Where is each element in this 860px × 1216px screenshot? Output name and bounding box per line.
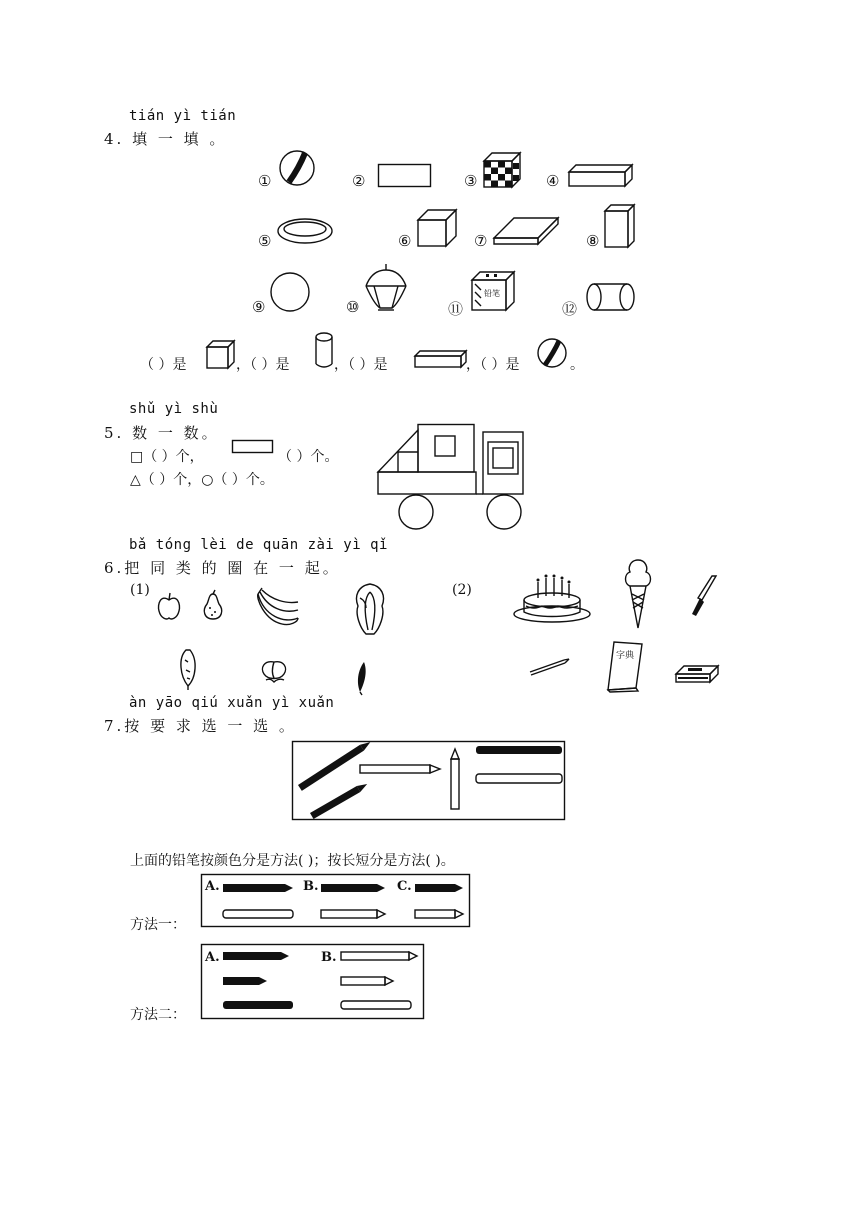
method1-option-b: B. [303, 879, 319, 894]
peach-icon [258, 654, 290, 684]
q4-num-6: ⑥ [398, 232, 412, 250]
q4-num-7: ⑦ [474, 232, 488, 250]
apple-icon [156, 592, 182, 622]
pear-icon [200, 590, 226, 622]
q4-answer-end: 。 [570, 357, 584, 373]
cylinder-small-icon [315, 332, 335, 370]
q7-question: 上面的铅笔按颜色分是方法( )；按长短分是方法( )。 [130, 853, 455, 869]
q4-num-10: ⑩ [346, 298, 360, 316]
cuboid-small-icon [414, 350, 468, 370]
method1-label: 方法一： [130, 917, 186, 933]
q7-title: 7.按 要 求 选 一 选 。 [104, 717, 297, 735]
method2-box [201, 944, 427, 1020]
q4-answer-3: ，（ ）是 [334, 357, 388, 373]
q4-answer-2: ，（ ）是 [236, 357, 290, 373]
q4-num-9: ⑨ [252, 298, 266, 316]
pencils-group-box [292, 741, 568, 821]
ball-shape [279, 150, 317, 188]
cabbage-icon [352, 582, 388, 638]
knife-icon [688, 574, 718, 620]
q6-title: 6.把 同 类 的 圈 在 一 起。 [104, 559, 341, 577]
q5-line1-a: □（ ）个， [130, 449, 204, 465]
method1-option-c: C. [397, 879, 412, 894]
method1-box [201, 874, 473, 928]
q5-line1-b: （ ）个。 [278, 449, 339, 465]
q7-pinyin: àn yāo qiú xuǎn yì xuǎn [129, 695, 335, 711]
q4-num-5: ⑤ [258, 232, 272, 250]
sweet-potato-icon [176, 646, 200, 690]
truck-figure [376, 424, 526, 532]
ice-cream-icon [622, 558, 654, 630]
q6-group1-label: (1) [130, 582, 150, 598]
q5-rectangle-icon [232, 440, 274, 454]
cuboid-flat-shape [568, 164, 634, 188]
pencil-box-label: 铅笔 [484, 289, 500, 298]
q4-answer-4: ，（ ）是 [466, 357, 520, 373]
ball-small-icon [537, 338, 569, 370]
pencil-icon [528, 656, 570, 676]
dictionary-label: 字典 [616, 651, 635, 661]
q5-title: 5. 数 一 数。 [104, 424, 220, 442]
plate-shape [277, 218, 335, 246]
q6-group2-label: (2) [452, 582, 472, 598]
q4-title: 4. 填 一 填 。 [104, 130, 228, 148]
cake-icon [512, 570, 592, 624]
lantern-shape [364, 264, 410, 312]
pencil-box-shape [470, 270, 516, 312]
cylinder-lying-shape [586, 282, 636, 314]
q4-num-2: ② [352, 172, 366, 190]
q4-num-3: ③ [464, 172, 478, 190]
method2-label: 方法二： [130, 1007, 186, 1023]
dictionary-icon [604, 640, 644, 692]
tall-box-shape [604, 204, 636, 248]
eraser-box-icon [674, 664, 720, 684]
leaf-vegetable-icon [354, 660, 372, 696]
method1-option-a: A. [205, 879, 220, 894]
q4-num-4: ④ [546, 172, 560, 190]
q5-line2: △（ ）个，○（ ）个。 [130, 472, 274, 488]
q4-pinyin: tián yì tián [129, 108, 237, 124]
q6-pinyin: bǎ tóng lèi de quān zài yì qǐ [129, 537, 388, 553]
method2-option-a: A. [205, 950, 220, 965]
q4-num-12: ⑫ [562, 300, 578, 318]
cube-shape [416, 208, 458, 248]
rubik-cube-shape [482, 151, 522, 189]
q5-pinyin: shǔ yì shù [129, 401, 219, 417]
book-flat-shape [492, 216, 560, 248]
circle-shape [270, 272, 312, 314]
rectangle-shape [378, 164, 432, 188]
cube-small-icon [206, 340, 236, 370]
q4-num-11: ⑪ [448, 300, 464, 318]
q4-num-1: ① [258, 172, 272, 190]
method2-option-b: B. [321, 950, 337, 965]
banana-icon [254, 586, 302, 628]
q4-num-8: ⑧ [586, 232, 600, 250]
q4-answer-1: （ ）是 [140, 357, 187, 373]
